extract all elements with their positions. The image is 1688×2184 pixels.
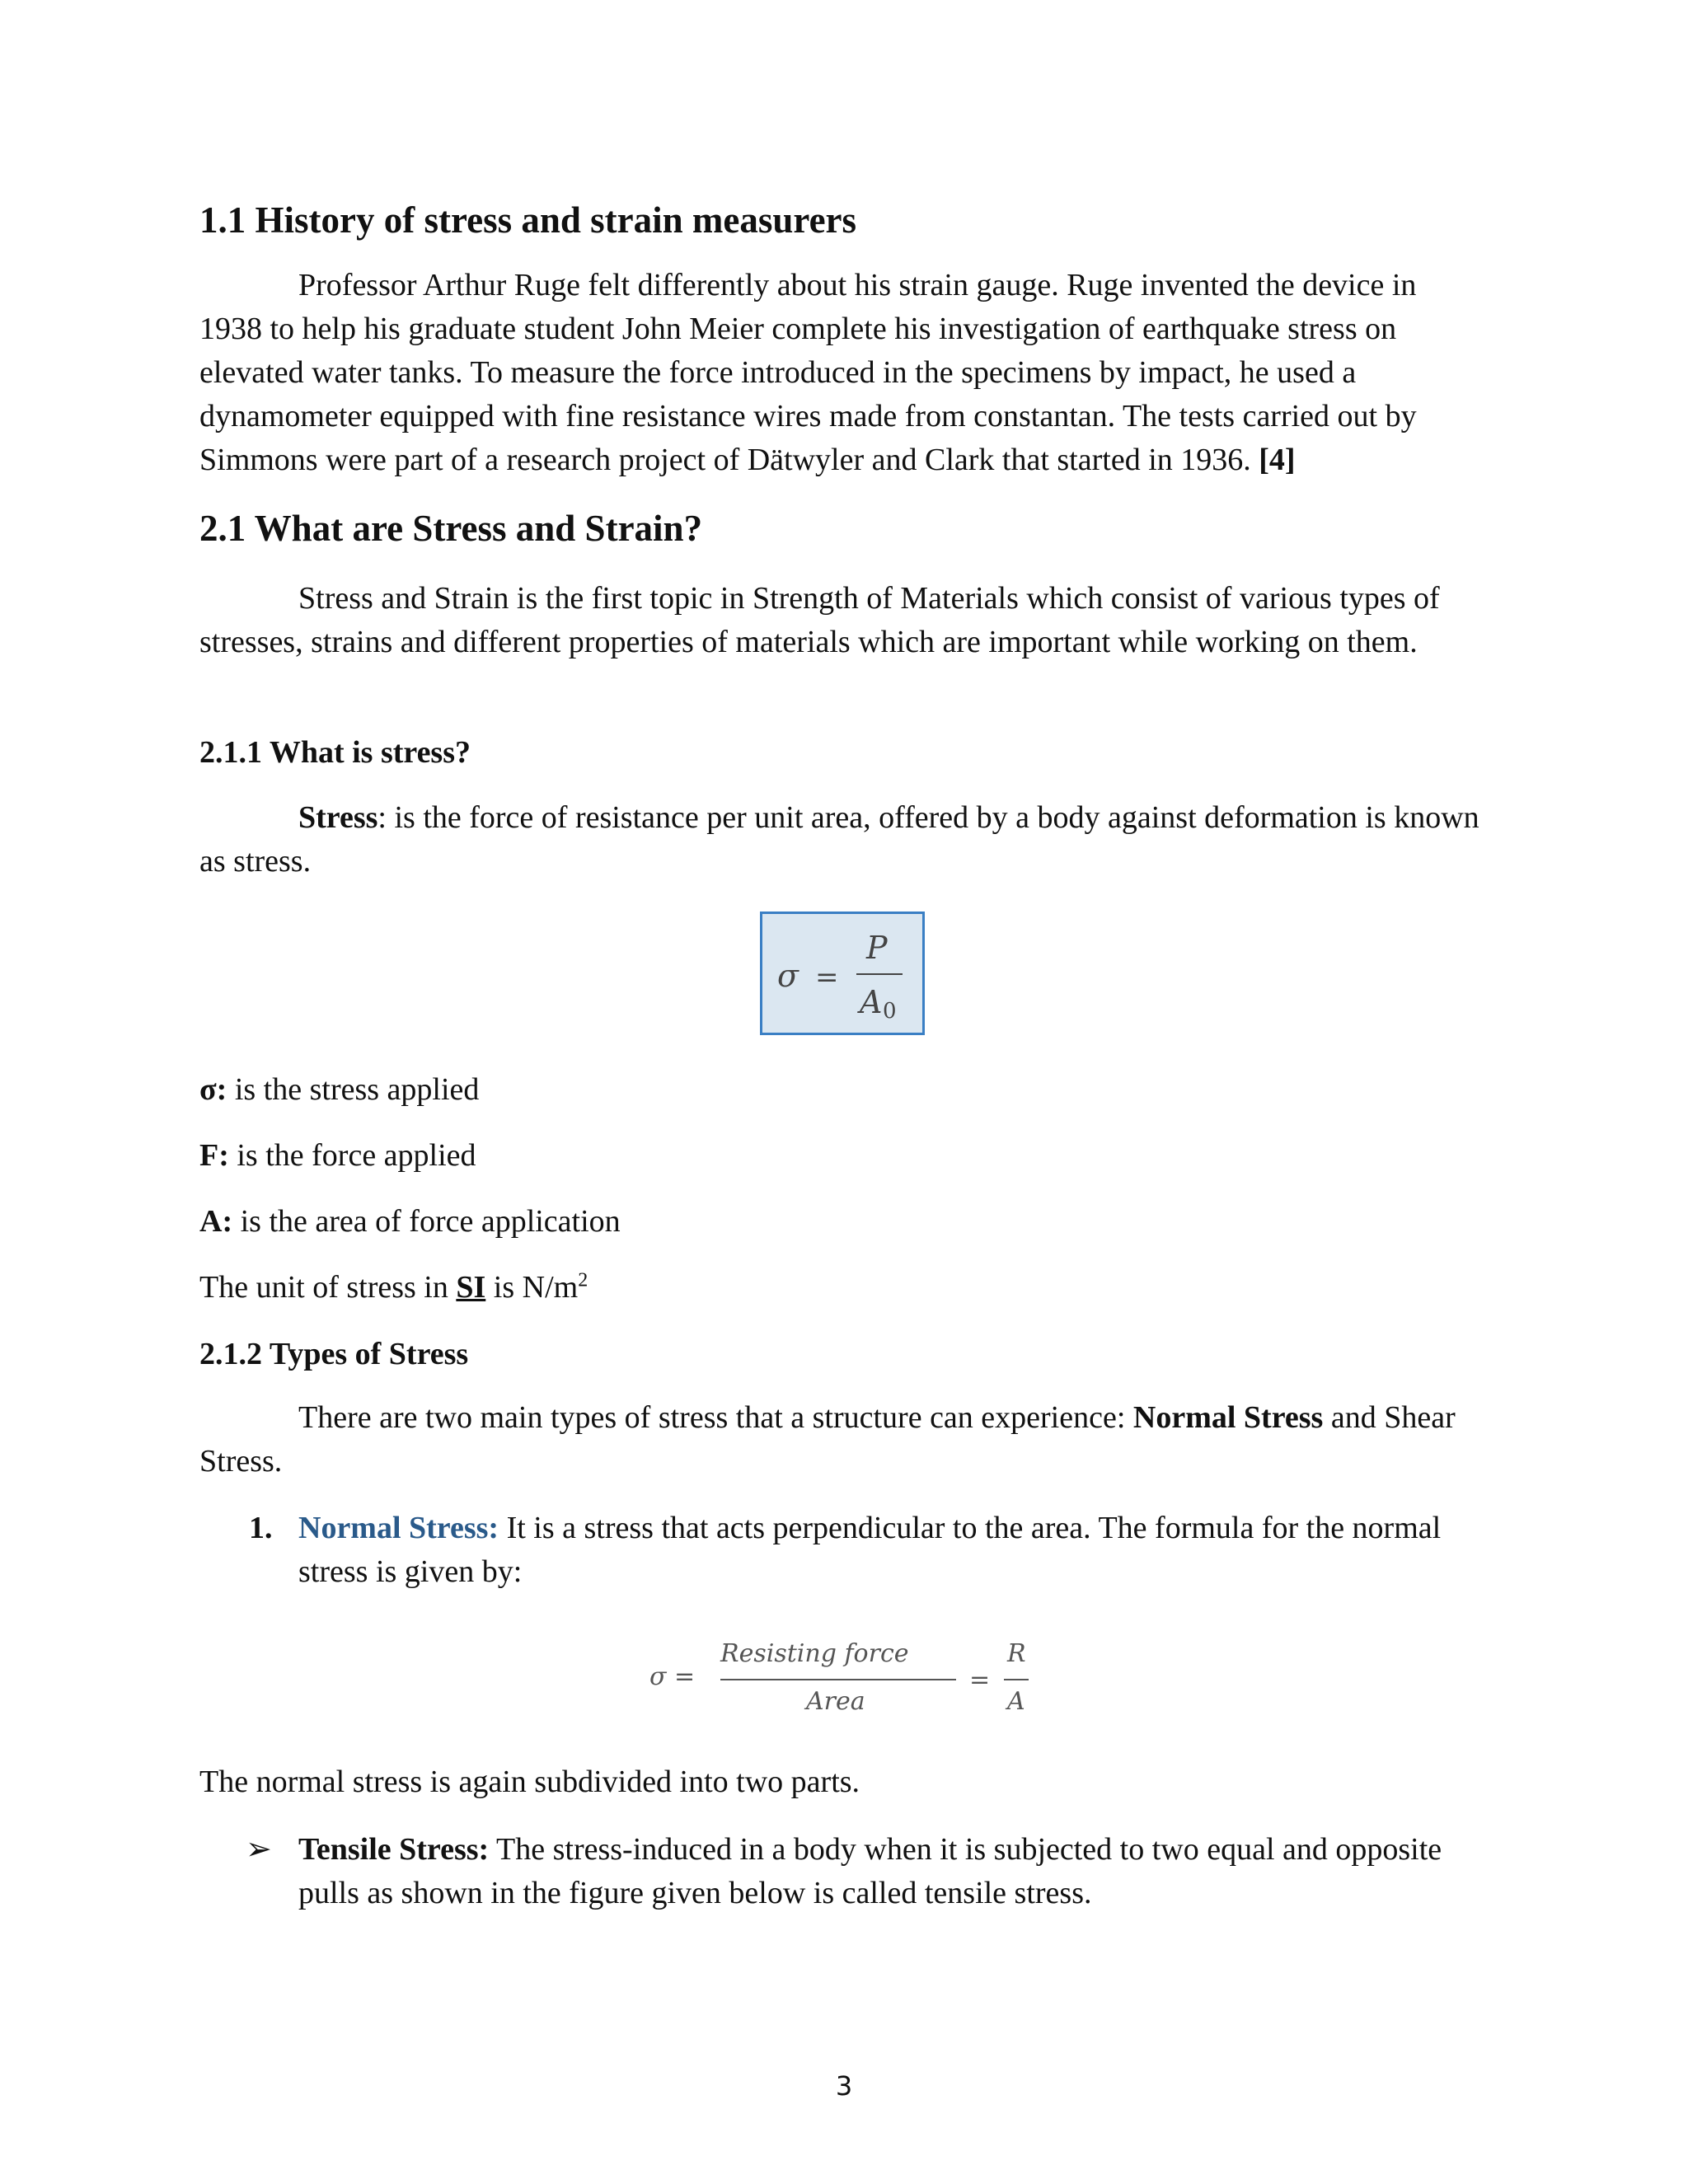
paragraph: Stress and Strain is the first topic in Strength of Materials which consist of various types of stresses, strains and different properties of materials which are important while working on them. bbox=[199, 581, 1440, 659]
formula-sigma: σ bbox=[777, 958, 799, 994]
normal-stress-formula-svg bbox=[638, 1630, 1050, 1721]
stress-formula-box bbox=[760, 912, 925, 1035]
definition-force bbox=[199, 1134, 1485, 1178]
definition-area bbox=[199, 1200, 1485, 1244]
formula-num2: R bbox=[1007, 1639, 1026, 1668]
si-link[interactable]: SI bbox=[456, 1270, 486, 1305]
subsection-heading: 2.1.1 What is stress? bbox=[199, 735, 471, 770]
formula-subscript: 0 bbox=[883, 999, 897, 1024]
section-heading: 2.1 What are Stress and Strain? bbox=[199, 508, 703, 549]
bullet-text bbox=[298, 1828, 1485, 1915]
intro-text-end: and Shear Stress. bbox=[199, 1400, 1456, 1479]
formula-lhs: σ = bbox=[649, 1662, 696, 1691]
stress-formula bbox=[762, 914, 922, 1033]
bullet-title: Tensile Stress: bbox=[298, 1832, 490, 1867]
citation: [4] bbox=[1259, 443, 1296, 477]
definition-text: is the force applied bbox=[228, 1138, 476, 1173]
intro-bold: Normal Stress bbox=[1132, 1400, 1324, 1435]
formula-numerator: Resisting force bbox=[720, 1639, 909, 1668]
subdivided-block bbox=[199, 1760, 1485, 1804]
paragraph bbox=[199, 1396, 1485, 1483]
list-item-text bbox=[298, 1507, 1485, 1594]
symbol: A: bbox=[199, 1204, 233, 1239]
symbol: F: bbox=[199, 1138, 229, 1173]
definition-text: : is the force of resistance per unit area, offered by a body against deformation is known as stress. bbox=[199, 800, 1479, 879]
intro-text: There are two main types of stress that a structure can experience: bbox=[298, 1400, 1133, 1435]
unit-exponent: 2 bbox=[578, 1269, 588, 1291]
stress-definition-block bbox=[199, 796, 1485, 883]
section-1-1-paragraph-block bbox=[199, 264, 1485, 482]
unit-mid: is N/m bbox=[485, 1270, 579, 1305]
list-item-title: Normal Stress: bbox=[298, 1511, 499, 1545]
unit-line-block bbox=[199, 1266, 1485, 1310]
paragraph: The normal stress is again subdivided into two parts. bbox=[199, 1765, 860, 1799]
symbol: σ: bbox=[199, 1072, 227, 1107]
formula-den2: A bbox=[1007, 1687, 1025, 1716]
paragraph bbox=[199, 796, 1485, 883]
bullet-tensile-stress bbox=[298, 1828, 1485, 1915]
formula-equals: = bbox=[969, 1666, 991, 1694]
definition-line bbox=[199, 1068, 1485, 1112]
formula-denominator: Area bbox=[806, 1687, 865, 1716]
definition-text: is the area of force application bbox=[232, 1204, 621, 1239]
section-2-1-2-heading-block bbox=[199, 1335, 1485, 1373]
section-2-1-heading-block bbox=[199, 506, 1485, 551]
section-2-1-1-heading-block bbox=[199, 733, 1485, 771]
definition-sigma bbox=[199, 1068, 1485, 1112]
paragraph-text: Professor Arthur Ruge felt differently about his strain gauge. Ruge invented the device in 1938 to help his graduate student John Meier complete his investigation of earthquake stress on elevated water tanks. To measure the force introduced in the specimens by impact, he used a dynamometer equipped with fine resistance wires made from constantan. The tests carried out by Simmons were part of a research project of Dätwyler and Clark that started in 1936. bbox=[199, 268, 1417, 477]
term: Stress bbox=[298, 800, 378, 835]
formula-equals: = bbox=[815, 961, 839, 994]
list-item-body: It is a stress that acts perpendicular to the area. The formula for the normal stress is given by: bbox=[298, 1511, 1442, 1589]
page-number: 3 bbox=[835, 2070, 853, 2102]
section-heading: 1.1 History of stress and strain measurers bbox=[199, 199, 857, 241]
list-number: 1. bbox=[249, 1511, 273, 1545]
formula-denominator: A bbox=[860, 984, 883, 1020]
arrow-bullet-icon: ➢ bbox=[246, 1832, 272, 1867]
normal-stress-formula bbox=[638, 1630, 1050, 1721]
unit-prefix: The unit of stress in bbox=[199, 1270, 457, 1305]
formula-numerator: P bbox=[866, 930, 888, 966]
paragraph bbox=[199, 264, 1485, 482]
types-intro-block bbox=[199, 1396, 1485, 1483]
definition-line bbox=[199, 1134, 1485, 1178]
bullet-body: The stress-induced in a body when it is subjected to two equal and opposite pulls as shown in the figure given below is called tensile stress. bbox=[298, 1832, 1442, 1910]
definition-line bbox=[199, 1200, 1485, 1244]
definition-text: is the stress applied bbox=[227, 1072, 480, 1107]
list-item-normal-stress bbox=[298, 1507, 1485, 1594]
unit-line bbox=[199, 1266, 1485, 1310]
section-2-1-paragraph-block bbox=[199, 577, 1485, 664]
subsection-heading: 2.1.2 Types of Stress bbox=[199, 1337, 469, 1371]
section-1-1-heading-block bbox=[199, 198, 1485, 242]
